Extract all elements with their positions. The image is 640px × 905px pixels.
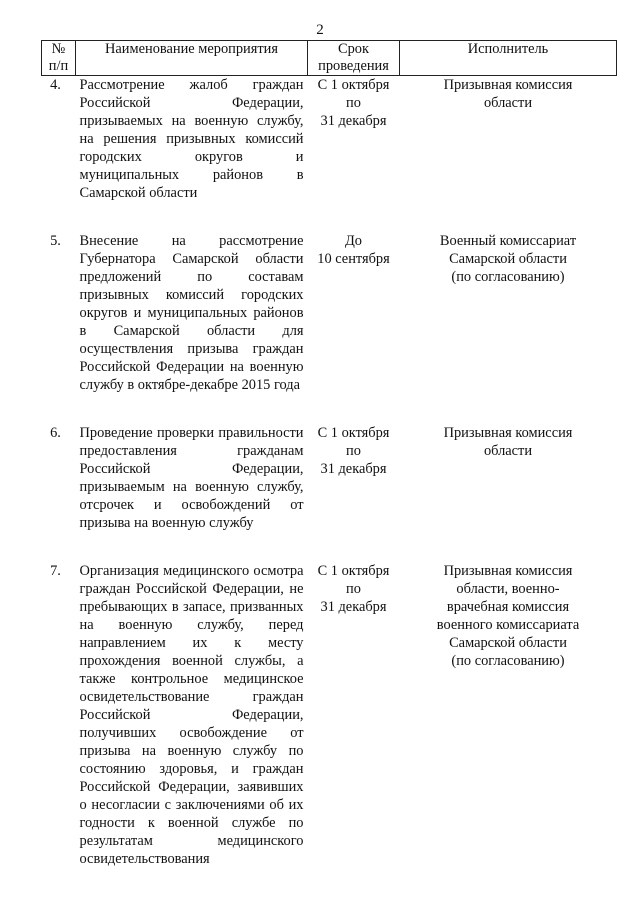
header-num-line: п/п	[48, 58, 69, 74]
row-executor-line: (по согласованию)	[451, 653, 565, 669]
header-term-line: Срок	[338, 41, 369, 57]
row-term	[308, 424, 400, 562]
row-executor-line: области	[483, 443, 533, 459]
row-number: 5.	[50, 233, 61, 249]
row-number: 6.	[50, 425, 61, 441]
row-term-line: С 1 октября	[317, 425, 390, 441]
row-term-line: по	[346, 581, 361, 597]
row-term-line: С 1 октября	[317, 77, 390, 93]
row-executor-line: Призывная комиссия	[443, 563, 573, 579]
header-num-line: №	[51, 41, 66, 57]
row-name: Организация медицинского осмотра граждан Российской Федерации, не пребывающих в запасе, призванных на военную службу, перед направлением их к месту прохождения военной службы, а также контрольное медицинское освидетельствование граждан Российской Федерации, получивших освобождение от призыва на военную службу по состоянию здоровья, и граждан Российской Федерации, заявивших о несогласии с заключениями об их годности к военной службе по результатам медицинского освидетельствования	[79, 563, 304, 867]
table-row	[42, 232, 617, 424]
row-term	[308, 76, 400, 233]
row-executor	[400, 232, 617, 424]
row-term-line: 10 сентября	[317, 251, 390, 267]
row-number: 4.	[50, 77, 61, 93]
row-executor-line: области	[483, 95, 533, 111]
header-num	[42, 41, 76, 76]
header-name-line: Наименование мероприятия	[105, 41, 278, 57]
header-term-line: проведения	[318, 58, 389, 74]
header-executor-line: Исполнитель	[467, 41, 549, 57]
row-term-line: До	[344, 233, 362, 249]
row-term	[308, 232, 400, 424]
row-term-line: по	[346, 95, 361, 111]
header-executor	[400, 41, 617, 76]
row-term	[308, 562, 400, 898]
header-name	[76, 41, 308, 76]
row-executor-line: Самарской области	[449, 635, 567, 651]
row-executor-line: военного комиссариата	[436, 617, 580, 633]
row-executor	[400, 562, 617, 898]
table-header-row	[42, 41, 617, 76]
table-row	[42, 76, 617, 233]
row-executor-line: области, военно-	[456, 581, 560, 597]
row-term-line: С 1 октября	[317, 563, 390, 579]
table-row	[42, 424, 617, 562]
header-term	[308, 41, 400, 76]
row-name: Внесение на рассмотрение Губернатора Самарской области предложений по составам призывных комиссий городских округов и муниципальных районов в Самарской области для осуществления призыва граждан Российской Федерации на военную службу в октябре-декабре 2015 года	[79, 233, 304, 393]
row-executor-line: Военный комиссариат	[439, 233, 577, 249]
row-executor-line: врачебная комиссия	[446, 599, 570, 615]
row-term-line: по	[346, 443, 361, 459]
page-number: 2	[316, 22, 324, 38]
row-term-line: 31 декабря	[320, 113, 387, 129]
row-number: 7.	[50, 563, 61, 579]
row-name: Проведение проверки правильности предоставления гражданам Российской Федерации, призываемым на военную службу, отсрочек и освобождений от призыва на военную службу	[79, 425, 304, 531]
row-term-line: 31 декабря	[320, 599, 387, 615]
row-executor	[400, 424, 617, 562]
row-executor-line: (по согласованию)	[451, 269, 565, 285]
table-row	[42, 562, 617, 898]
measures-table	[41, 40, 617, 898]
row-executor-line: Самарской области	[449, 251, 567, 267]
row-executor-line: Призывная комиссия	[443, 77, 573, 93]
row-executor-line: Призывная комиссия	[443, 425, 573, 441]
row-name: Рассмотрение жалоб граждан Российской Федерации, призываемых на военную службу, на решения призывных комиссий городских округов и муниципальных районов в Самарской области	[79, 77, 304, 201]
row-term-line: 31 декабря	[320, 461, 387, 477]
row-executor	[400, 76, 617, 233]
